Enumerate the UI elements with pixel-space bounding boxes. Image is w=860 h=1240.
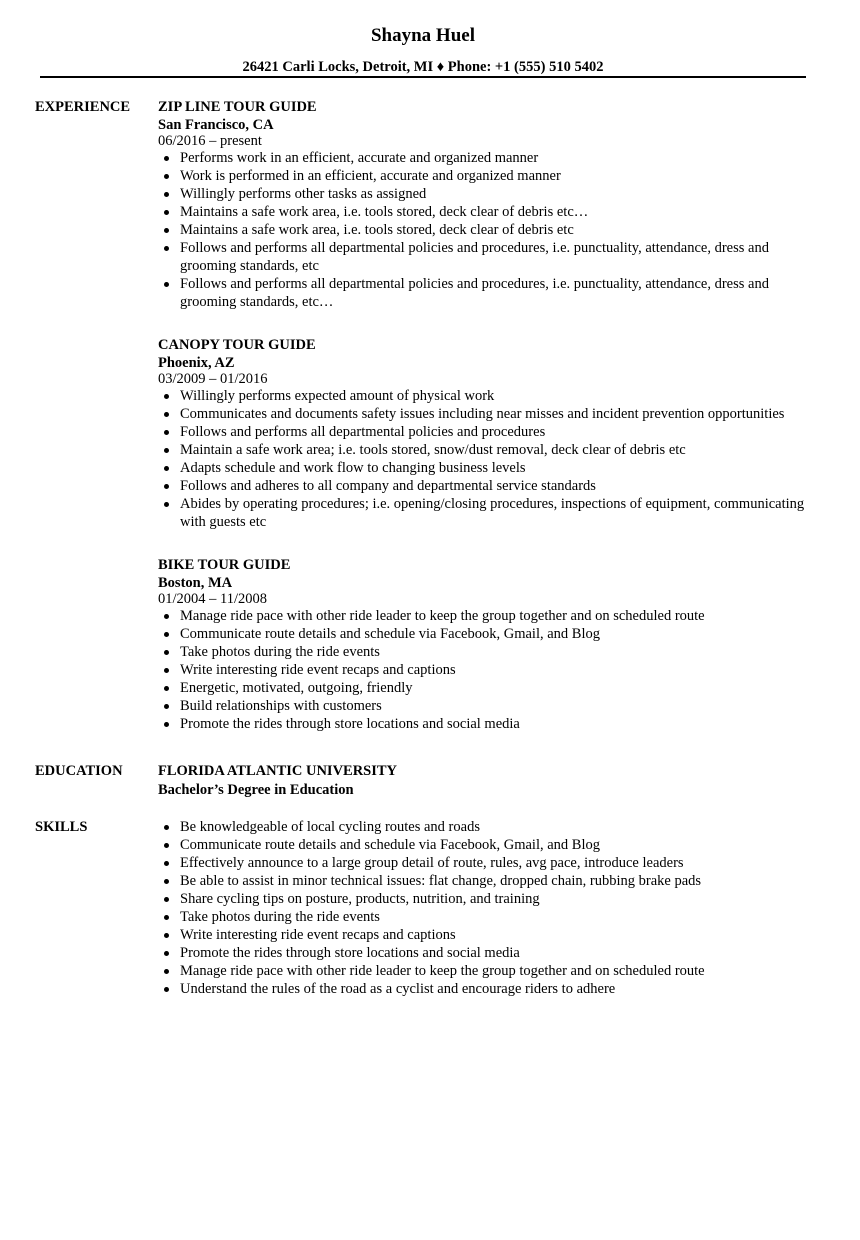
list-item: Effectively announce to a large group detail of route, rules, avg pace, introduce leaders	[158, 854, 808, 872]
candidate-name: Shayna Huel	[370, 25, 475, 46]
section-label-experience: EXPERIENCE	[35, 99, 131, 115]
list-item: Maintains a safe work area, i.e. tools stored, deck clear of debris etc…	[158, 203, 808, 221]
list-item: Communicate route details and schedule via Facebook, Gmail, and Blog	[158, 836, 808, 854]
education-entry	[158, 762, 808, 800]
contact-line: 26421 Carli Locks, Detroit, MI ♦ Phone: +1 (555) 510 5402	[242, 59, 604, 75]
skills-bullet-list	[158, 818, 808, 998]
job-title: BIKE TOUR GUIDE	[158, 557, 291, 573]
list-item: Follows and performs all departmental policies and procedures, i.e. punctuality, attendance, dress and grooming standards, etc	[158, 239, 808, 275]
job-dates: 03/2009 – 01/2016	[158, 371, 268, 387]
list-item: Work is performed in an efficient, accurate and organized manner	[158, 167, 808, 185]
section-label-skills: SKILLS	[35, 819, 88, 835]
list-item: Manage ride pace with other ride leader to keep the group together and on scheduled route	[158, 607, 808, 625]
list-item: Write interesting ride event recaps and captions	[158, 661, 808, 679]
list-item: Take photos during the ride events	[158, 908, 808, 926]
job-dates: 06/2016 – present	[158, 133, 262, 149]
job-bullet-list	[158, 387, 808, 531]
list-item: Adapts schedule and work flow to changing business levels	[158, 459, 808, 477]
list-item: Be knowledgeable of local cycling routes and roads	[158, 818, 808, 836]
skills-entry	[158, 818, 808, 998]
list-item: Be able to assist in minor technical issues: flat change, dropped chain, rubbing brake pads	[158, 872, 808, 890]
job-title: ZIP LINE TOUR GUIDE	[158, 99, 317, 115]
job-title: CANOPY TOUR GUIDE	[158, 337, 316, 353]
list-item: Promote the rides through store locations and social media	[158, 715, 808, 733]
list-item: Maintain a safe work area; i.e. tools stored, snow/dust removal, deck clear of debris etc	[158, 441, 808, 459]
job-dates: 01/2004 – 11/2008	[158, 591, 268, 607]
job-bullet-list	[158, 149, 808, 311]
job-entry	[158, 98, 808, 311]
resume-header	[40, 24, 806, 76]
list-item: Follows and adheres to all company and departmental service standards	[158, 477, 808, 495]
job-bullet-list	[158, 607, 808, 733]
job-location: Boston, MA	[158, 575, 233, 591]
list-item: Abides by operating procedures; i.e. opening/closing procedures, inspections of equipment, communicating with guests etc	[158, 495, 808, 531]
list-item: Communicate route details and schedule via Facebook, Gmail, and Blog	[158, 625, 808, 643]
list-item: Share cycling tips on posture, products, nutrition, and training	[158, 890, 808, 908]
list-item: Take photos during the ride events	[158, 643, 808, 661]
job-location: San Francisco, CA	[158, 117, 274, 133]
header-divider	[40, 76, 806, 78]
job-entry	[158, 556, 808, 733]
school-name: FLORIDA ATLANTIC UNIVERSITY	[158, 763, 398, 779]
job-entry	[158, 336, 808, 531]
list-item: Promote the rides through store locations and social media	[158, 944, 808, 962]
degree-name: Bachelor’s Degree in Education	[158, 782, 354, 798]
list-item: Follows and performs all departmental policies and procedures	[158, 423, 808, 441]
list-item: Willingly performs other tasks as assigned	[158, 185, 808, 203]
job-location: Phoenix, AZ	[158, 355, 235, 371]
list-item: Energetic, motivated, outgoing, friendly	[158, 679, 808, 697]
list-item: Build relationships with customers	[158, 697, 808, 715]
list-item: Performs work in an efficient, accurate and organized manner	[158, 149, 808, 167]
list-item: Willingly performs expected amount of physical work	[158, 387, 808, 405]
section-label-education: EDUCATION	[35, 763, 123, 779]
list-item: Maintains a safe work area, i.e. tools stored, deck clear of debris etc	[158, 221, 808, 239]
list-item: Understand the rules of the road as a cyclist and encourage riders to adhere	[158, 980, 808, 998]
list-item: Communicates and documents safety issues including near misses and incident prevention opportunities	[158, 405, 808, 423]
list-item: Write interesting ride event recaps and captions	[158, 926, 808, 944]
list-item: Follows and performs all departmental policies and procedures, i.e. punctuality, attendance, dress and grooming standards, etc…	[158, 275, 808, 311]
list-item: Manage ride pace with other ride leader to keep the group together and on scheduled route	[158, 962, 808, 980]
